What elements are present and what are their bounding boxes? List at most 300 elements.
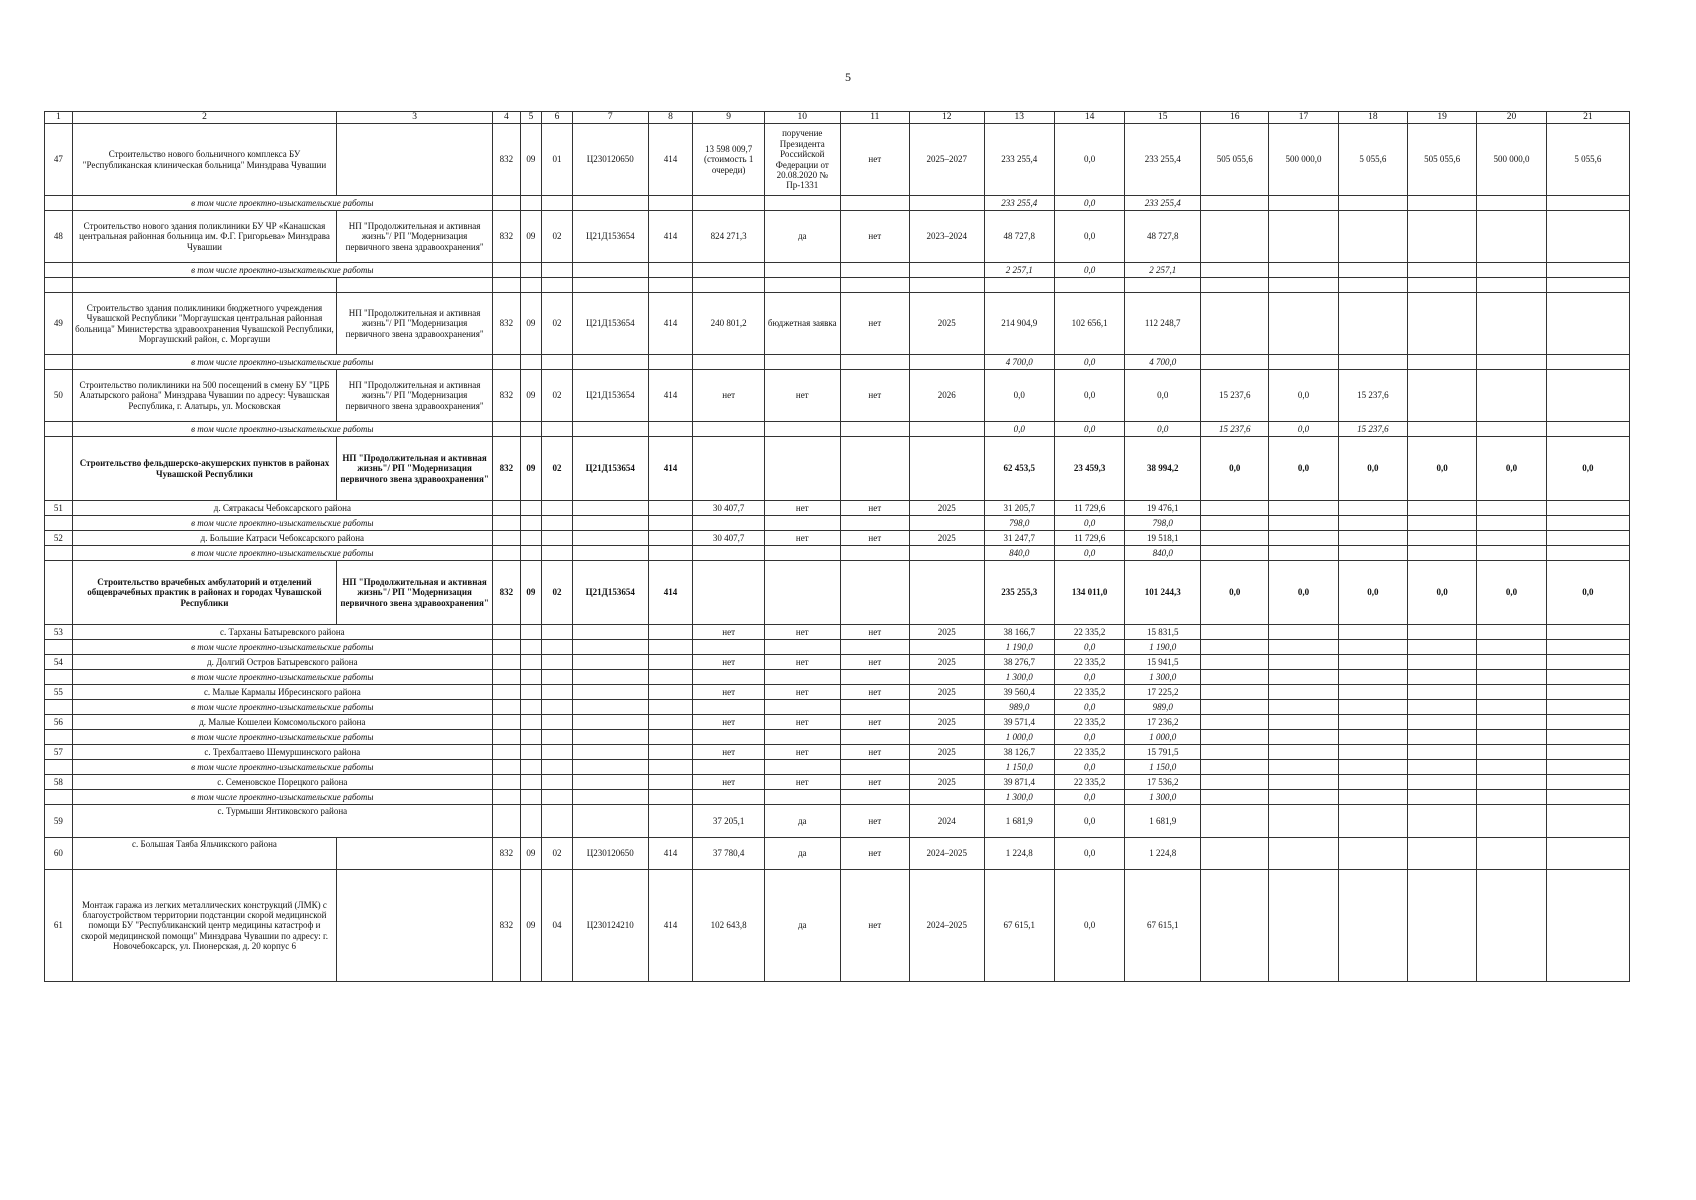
col-header: 15	[1125, 112, 1201, 124]
row-number: 55	[45, 685, 73, 700]
cell: 233 255,4	[1125, 124, 1201, 196]
cell: Ц21Д153654	[572, 437, 648, 501]
cell: 0,0	[1054, 730, 1124, 745]
cell: 09	[520, 561, 541, 625]
object-name: с. Турмыши Янтиковского района	[72, 805, 492, 838]
row-number: 49	[45, 293, 73, 355]
program: НП "Продолжительная и активная жизнь"/ РП "Модернизация первичного звена здравоохранения"	[337, 293, 493, 355]
col-header: 10	[764, 112, 840, 124]
cell: 840,0	[984, 546, 1054, 561]
col-header: 3	[337, 112, 493, 124]
cell: нет	[840, 124, 909, 196]
cell: 1 150,0	[1125, 760, 1201, 775]
cell: 0,0	[1408, 437, 1477, 501]
table-row	[45, 501, 1630, 516]
group-name: Строительство фельдшерско-акушерских пунктов в районах Чувашской Республики	[72, 437, 337, 501]
table-row	[45, 211, 1630, 263]
col-header: 6	[542, 112, 573, 124]
table-row	[45, 870, 1630, 982]
cell: 15 237,6	[1201, 370, 1269, 422]
cell: 832	[492, 437, 520, 501]
subrow-label: в том числе проектно-изыскательские работы	[72, 730, 492, 745]
cell: 2025	[909, 745, 984, 760]
cell: 31 205,7	[984, 501, 1054, 516]
cell: нет	[764, 501, 840, 516]
cell: нет	[764, 625, 840, 640]
subrow-design-works	[45, 640, 1630, 655]
cell: 4 700,0	[984, 355, 1054, 370]
cell: 2025–2027	[909, 124, 984, 196]
object-name: Строительство нового здания поликлиники БУ ЧР «Канашская центральная районная больница им. Ф.Г. Григорьева» Минздрава Чувашии	[72, 211, 337, 263]
col-header: 13	[984, 112, 1054, 124]
column-number-row	[45, 112, 1630, 124]
cell: нет	[693, 625, 764, 640]
row-number: 57	[45, 745, 73, 760]
cell: 414	[648, 293, 693, 355]
program: НП "Продолжительная и активная жизнь"/ РП "Модернизация первичного звена здравоохранения"	[337, 437, 493, 501]
cell: 62 453,5	[984, 437, 1054, 501]
cell: 840,0	[1125, 546, 1201, 561]
cell: 0,0	[1054, 546, 1124, 561]
col-header: 4	[492, 112, 520, 124]
cell: 500 000,0	[1477, 124, 1546, 196]
cell: 17 225,2	[1125, 685, 1201, 700]
cell: нет	[840, 870, 909, 982]
cell: 39 571,4	[984, 715, 1054, 730]
cell: нет	[840, 745, 909, 760]
cell: 38 276,7	[984, 655, 1054, 670]
cell: 0,0	[1054, 422, 1124, 437]
cell: 0,0	[1054, 790, 1124, 805]
cell: 414	[648, 870, 693, 982]
cell: 09	[520, 838, 541, 870]
cell: 235 255,3	[984, 561, 1054, 625]
object-name: с. Большая Таяба Яльчикского района	[72, 838, 337, 870]
page-number: 5	[845, 70, 851, 84]
cell: 832	[492, 293, 520, 355]
cell: нет	[840, 655, 909, 670]
col-header: 7	[572, 112, 648, 124]
cell: 214 904,9	[984, 293, 1054, 355]
cell: 798,0	[1125, 516, 1201, 531]
cell: нет	[764, 685, 840, 700]
cell: 2024–2025	[909, 870, 984, 982]
cell: 39 871,4	[984, 775, 1054, 790]
cell: 0,0	[984, 370, 1054, 422]
subrow-design-works	[45, 760, 1630, 775]
cell: 01	[542, 124, 573, 196]
cell: 02	[542, 561, 573, 625]
cell: 0,0	[1125, 370, 1201, 422]
row-number: 61	[45, 870, 73, 982]
table-row	[45, 370, 1630, 422]
subrow-label: в том числе проектно-изыскательские работы	[72, 760, 492, 775]
cell: 233 255,4	[984, 124, 1054, 196]
cell: нет	[693, 745, 764, 760]
cell: 0,0	[1546, 437, 1629, 501]
cell: 0,0	[1054, 211, 1124, 263]
table-row	[45, 685, 1630, 700]
cell: 38 166,7	[984, 625, 1054, 640]
row-number: 58	[45, 775, 73, 790]
cell: 101 244,3	[1125, 561, 1201, 625]
cell: 824 271,3	[693, 211, 764, 263]
cell: 233 255,4	[1125, 196, 1201, 211]
cell: 15 237,6	[1338, 422, 1407, 437]
cell: 15 831,5	[1125, 625, 1201, 640]
row-number: 52	[45, 531, 73, 546]
col-header: 11	[840, 112, 909, 124]
table-row	[45, 124, 1630, 196]
cell: 0,0	[1054, 838, 1124, 870]
cell: 67 615,1	[984, 870, 1054, 982]
cell: 11 729,6	[1054, 531, 1124, 546]
cell: Ц230120650	[572, 124, 648, 196]
cell: 0,0	[1054, 805, 1124, 838]
cell: 0,0	[1054, 870, 1124, 982]
cell: 02	[542, 437, 573, 501]
object-name: Строительство нового больничного комплекса БУ "Республиканская клиническая больница" Минздрава Чувашии	[72, 124, 337, 196]
group-row	[45, 437, 1630, 501]
cell: 0,0	[1054, 124, 1124, 196]
subrow-design-works	[45, 790, 1630, 805]
cell: Ц21Д153654	[572, 211, 648, 263]
cell: 19 518,1	[1125, 531, 1201, 546]
cell: 02	[542, 293, 573, 355]
cell: 414	[648, 124, 693, 196]
cell: нет	[840, 715, 909, 730]
cell: 0,0	[1054, 196, 1124, 211]
subrow-design-works	[45, 516, 1630, 531]
cell: 17 236,2	[1125, 715, 1201, 730]
col-header: 12	[909, 112, 984, 124]
cell: нет	[840, 370, 909, 422]
cell: 500 000,0	[1269, 124, 1338, 196]
cell: 832	[492, 370, 520, 422]
table-row	[45, 715, 1630, 730]
cell: 0,0	[1269, 370, 1338, 422]
cell: 0,0	[984, 422, 1054, 437]
cell: Ц21Д153654	[572, 370, 648, 422]
cell: 30 407,7	[693, 501, 764, 516]
cell: нет	[764, 715, 840, 730]
cell: 2 257,1	[984, 263, 1054, 278]
cell: 2025	[909, 715, 984, 730]
cell: 15 941,5	[1125, 655, 1201, 670]
row-number: 50	[45, 370, 73, 422]
col-header: 16	[1201, 112, 1269, 124]
subrow-label: в том числе проектно-изыскательские работы	[72, 640, 492, 655]
row-number: 48	[45, 211, 73, 263]
col-header: 17	[1269, 112, 1338, 124]
object-name: Монтаж гаража из легких металлических конструкций (ЛМК) с благоустройством территории подстанции скорой медицинской помощи БУ "Республиканский центр медицины катастроф и скорой медицинской помощи" Минздрава Чувашии по адресу: г. Новочебоксарск, ул. Пионерская, д. 20 корпус 6	[72, 870, 337, 982]
object-name: с. Тарханы Батыревского района	[72, 625, 492, 640]
cell: 37 780,4	[693, 838, 764, 870]
cell: 2024	[909, 805, 984, 838]
cell: нет	[840, 625, 909, 640]
cell: 1 681,9	[984, 805, 1054, 838]
row-number: 51	[45, 501, 73, 516]
cell: 1 681,9	[1125, 805, 1201, 838]
cell: 134 011,0	[1054, 561, 1124, 625]
cell: 2025	[909, 531, 984, 546]
cell: 0,0	[1054, 370, 1124, 422]
table-row	[45, 805, 1630, 838]
cell: 1 224,8	[984, 838, 1054, 870]
table-row	[45, 655, 1630, 670]
cell: нет	[840, 211, 909, 263]
cell: 02	[542, 370, 573, 422]
cell: Ц230120650	[572, 838, 648, 870]
cell: 2026	[909, 370, 984, 422]
cell: нет	[840, 501, 909, 516]
cell: нет	[840, 805, 909, 838]
col-header: 9	[693, 112, 764, 124]
cell: 0,0	[1338, 561, 1407, 625]
cell: 832	[492, 124, 520, 196]
cell: да	[764, 838, 840, 870]
row-number: 56	[45, 715, 73, 730]
col-header: 2	[72, 112, 337, 124]
cell: нет	[693, 715, 764, 730]
row-number: 53	[45, 625, 73, 640]
cell: нет	[764, 775, 840, 790]
col-header: 1	[45, 112, 73, 124]
cell: 0,0	[1201, 437, 1269, 501]
cell: 0,0	[1408, 561, 1477, 625]
cell: 31 247,7	[984, 531, 1054, 546]
program: НП "Продолжительная и активная жизнь"/ РП "Модернизация первичного звена здравоохранения"	[337, 561, 493, 625]
cell: 832	[492, 838, 520, 870]
cell: нет	[693, 370, 764, 422]
cell: 0,0	[1054, 640, 1124, 655]
row-number: 60	[45, 838, 73, 870]
cell: 09	[520, 124, 541, 196]
cell: 414	[648, 211, 693, 263]
cell: 989,0	[1125, 700, 1201, 715]
cell: 15 791,5	[1125, 745, 1201, 760]
cell: 2025	[909, 501, 984, 516]
cell: 09	[520, 437, 541, 501]
investment-table	[44, 111, 1630, 982]
cell: 798,0	[984, 516, 1054, 531]
cell: 0,0	[1054, 700, 1124, 715]
blank-row	[45, 278, 1630, 293]
cell: нет	[693, 775, 764, 790]
cell: нет	[764, 655, 840, 670]
cell: 15 237,6	[1338, 370, 1407, 422]
cell: нет	[764, 370, 840, 422]
cell: 22 335,2	[1054, 655, 1124, 670]
cell: 48 727,8	[984, 211, 1054, 263]
cell: 832	[492, 870, 520, 982]
table-row	[45, 775, 1630, 790]
table-row	[45, 745, 1630, 760]
cell: 0,0	[1546, 561, 1629, 625]
cell: 38 126,7	[984, 745, 1054, 760]
cell: 1 300,0	[1125, 790, 1201, 805]
table-row	[45, 293, 1630, 355]
cell: 1 190,0	[1125, 640, 1201, 655]
col-header: 5	[520, 112, 541, 124]
subrow-design-works	[45, 355, 1630, 370]
subrow-label: в том числе проектно-изыскательские работы	[72, 700, 492, 715]
table-row	[45, 838, 1630, 870]
cell: 1 224,8	[1125, 838, 1201, 870]
object-name: д. Сятракасы Чебоксарского района	[72, 501, 492, 516]
cell: 414	[648, 838, 693, 870]
cell: 22 335,2	[1054, 685, 1124, 700]
col-header: 14	[1054, 112, 1124, 124]
row-number: 54	[45, 655, 73, 670]
cell: 4 700,0	[1125, 355, 1201, 370]
cell: Ц230124210	[572, 870, 648, 982]
cell: нет	[840, 531, 909, 546]
cell: 2025	[909, 685, 984, 700]
subrow-design-works	[45, 546, 1630, 561]
cell: 1 300,0	[984, 670, 1054, 685]
cell: нет	[764, 531, 840, 546]
cell: 414	[648, 561, 693, 625]
object-name: д. Малые Кошелеи Комсомольского района	[72, 715, 492, 730]
subrow-design-works	[45, 422, 1630, 437]
cell: 112 248,7	[1125, 293, 1201, 355]
cell: 39 560,4	[984, 685, 1054, 700]
cell: 1 150,0	[984, 760, 1054, 775]
cell: 09	[520, 293, 541, 355]
col-header: 20	[1477, 112, 1546, 124]
cell: да	[764, 805, 840, 838]
cell: 505 055,6	[1201, 124, 1269, 196]
cell: 102 643,8	[693, 870, 764, 982]
cell: 414	[648, 437, 693, 501]
col-header: 21	[1546, 112, 1629, 124]
cell: да	[764, 211, 840, 263]
subrow-label: в том числе проектно-изыскательские работы	[72, 196, 492, 211]
cell: 0,0	[1477, 437, 1546, 501]
cell: 22 335,2	[1054, 745, 1124, 760]
col-header: 18	[1338, 112, 1407, 124]
cell: 1 190,0	[984, 640, 1054, 655]
subrow-label: в том числе проектно-изыскательские работы	[72, 516, 492, 531]
group-name: Строительство врачебных амбулаторий и отделений общеврачебных практик в районах и городах Чувашской Республики	[72, 561, 337, 625]
subrow-label: в том числе проектно-изыскательские работы	[72, 355, 492, 370]
object-name: с. Семеновское Порецкого района	[72, 775, 492, 790]
subrow-label: в том числе проектно-изыскательские работы	[72, 790, 492, 805]
cell: 2023–2024	[909, 211, 984, 263]
cell: 04	[542, 870, 573, 982]
object-name: с. Трехбалтаево Шемуршинского района	[72, 745, 492, 760]
cell: 0,0	[1338, 437, 1407, 501]
cell: 0,0	[1269, 422, 1338, 437]
row-number: 47	[45, 124, 73, 196]
cell: 0,0	[1125, 422, 1201, 437]
cell: 832	[492, 211, 520, 263]
cell: 0,0	[1269, 437, 1338, 501]
cell: 2025	[909, 655, 984, 670]
cell: поручение Президента Российской Федерации от 20.08.2020 № Пр-1331	[764, 124, 840, 196]
program	[337, 124, 493, 196]
subrow-design-works	[45, 196, 1630, 211]
col-header: 8	[648, 112, 693, 124]
cell: нет	[840, 775, 909, 790]
subrow-label: в том числе проектно-изыскательские работы	[72, 422, 492, 437]
cell: 09	[520, 870, 541, 982]
cell: 2024–2025	[909, 838, 984, 870]
cell: 2025	[909, 775, 984, 790]
program: НП "Продолжительная и активная жизнь"/ РП "Модернизация первичного звена здравоохранения"	[337, 211, 493, 263]
cell: 2025	[909, 293, 984, 355]
cell: 0,0	[1201, 561, 1269, 625]
program: НП "Продолжительная и активная жизнь"/ РП "Модернизация первичного звена здравоохранения"	[337, 370, 493, 422]
cell: 37 205,1	[693, 805, 764, 838]
cell: 09	[520, 370, 541, 422]
cell: 09	[520, 211, 541, 263]
cell: 30 407,7	[693, 531, 764, 546]
table-row	[45, 531, 1630, 546]
cell: 0,0	[1054, 760, 1124, 775]
cell: 0,0	[1054, 355, 1124, 370]
subrow-design-works	[45, 730, 1630, 745]
cell: 67 615,1	[1125, 870, 1201, 982]
cell: Ц21Д153654	[572, 293, 648, 355]
cell: 48 727,8	[1125, 211, 1201, 263]
subrow-design-works	[45, 670, 1630, 685]
cell: 11 729,6	[1054, 501, 1124, 516]
cell: 0,0	[1054, 263, 1124, 278]
object-name: с. Малые Кармалы Ибресинского района	[72, 685, 492, 700]
object-name: Строительство здания поликлиники бюджетного учреждения Чувашской Республики "Моргаушская центральная районная больница" Министерства здравоохранения Чувашской Республики, Моргаушский район, с. Моргауши	[72, 293, 337, 355]
cell: 38 994,2	[1125, 437, 1201, 501]
cell: 414	[648, 370, 693, 422]
cell: да	[764, 870, 840, 982]
cell: 2 257,1	[1125, 263, 1201, 278]
subrow-label: в том числе проектно-изыскательские работы	[72, 263, 492, 278]
cell: 22 335,2	[1054, 775, 1124, 790]
cell: 505 055,6	[1408, 124, 1477, 196]
cell: 1 300,0	[1125, 670, 1201, 685]
cell: нет	[764, 745, 840, 760]
cell: 0,0	[1477, 561, 1546, 625]
cell: 22 335,2	[1054, 625, 1124, 640]
cell: Ц21Д153654	[572, 561, 648, 625]
col-header: 19	[1408, 112, 1477, 124]
subrow-label: в том числе проектно-изыскательские работы	[72, 670, 492, 685]
cell: 1 300,0	[984, 790, 1054, 805]
cell: 02	[542, 211, 573, 263]
cell: 23 459,3	[1054, 437, 1124, 501]
subrow-design-works	[45, 263, 1630, 278]
table-row	[45, 625, 1630, 640]
cell: нет	[840, 838, 909, 870]
object-name: Строительство поликлиники на 500 посещений в смену БУ "ЦРБ Алатырского района" Минздрава Чувашии по адресу: Чувашская Республика, г. Алатырь, ул. Московская	[72, 370, 337, 422]
subrow-label: в том числе проектно-изыскательские работы	[72, 546, 492, 561]
cell: 832	[492, 561, 520, 625]
cell: нет	[840, 293, 909, 355]
cell: 0,0	[1054, 516, 1124, 531]
cell: 240 801,2	[693, 293, 764, 355]
cell: 2025	[909, 625, 984, 640]
cell: 22 335,2	[1054, 715, 1124, 730]
cell: 1 000,0	[1125, 730, 1201, 745]
row-number: 59	[45, 805, 73, 838]
cell: 233 255,4	[984, 196, 1054, 211]
cell: бюджетная заявка	[764, 293, 840, 355]
cell: нет	[693, 655, 764, 670]
cell: нет	[840, 685, 909, 700]
object-name: д. Большие Катраси Чебоксарского района	[72, 531, 492, 546]
cell: 989,0	[984, 700, 1054, 715]
